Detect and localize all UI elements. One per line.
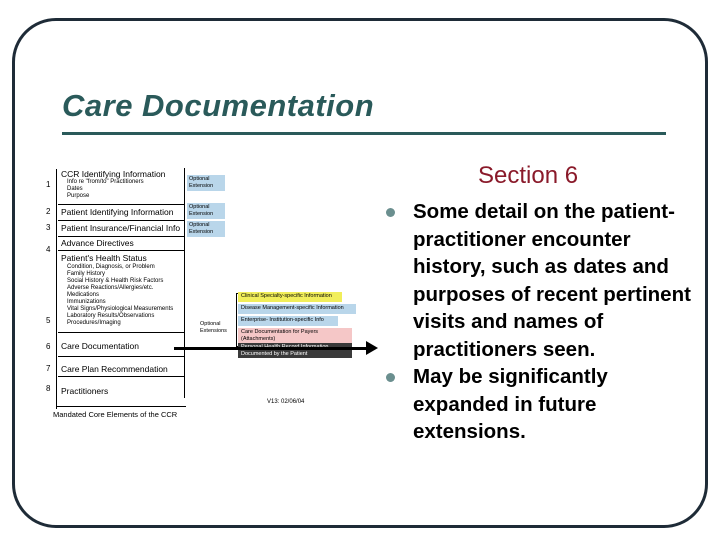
optional-extension-box (187, 175, 225, 191)
section-number: 4 (46, 245, 51, 254)
section-number: 2 (46, 207, 51, 216)
extension-bar (238, 316, 338, 326)
health-status-sub-item: Condition, Diagnosis, or Problem (67, 264, 155, 270)
optional-extensions-label: Optional Extensions (200, 321, 227, 334)
care-documentation-row: Care Documentation (61, 341, 139, 351)
extension-bar-label: Clinical Specialty-specific Information (241, 293, 332, 299)
practitioners-row: Practitioners (61, 386, 109, 396)
slide-title: Care Documentation (62, 88, 375, 123)
bullet-text: Some detail on the patient-practitioner encounter history, such as dates and purposes of recent pertinent visits and names of practitioners seen. (413, 200, 691, 361)
health-status-sub-item: Medications (67, 292, 100, 298)
optional-extensions-label-box (198, 320, 234, 336)
header-sub-item: Info re "from/to" Practitioners (67, 179, 144, 185)
title-underline (62, 132, 666, 135)
extension-bar-label: Disease Management-specific Information (241, 305, 344, 311)
section-number: 7 (46, 364, 51, 373)
extension-bar-label: Enterprise- Institution-specific Info (241, 317, 324, 323)
health-status-sub-item: Laboratory Results/Observations (67, 313, 155, 319)
version-label: V13: 02/06/04 (267, 399, 305, 405)
section-number: 3 (46, 223, 51, 232)
ccr-diagram (40, 166, 360, 428)
section-number: 6 (46, 342, 51, 351)
diagram-left-line (56, 169, 57, 409)
optional-extension-label: Optional Extension (189, 176, 214, 189)
optional-extension-label: Optional Extension (189, 222, 214, 235)
care-plan-row: Care Plan Recommendation (61, 364, 168, 374)
health-status-sub-item: Immunizations (67, 299, 106, 305)
bullet-item (382, 198, 700, 363)
extension-bar (238, 304, 356, 314)
health-status-sub-item: Adverse Reactions/Allergies/etc. (67, 285, 154, 291)
extension-bar-label: Care Documentation for Payers (Attachments) (241, 329, 319, 342)
section-heading: Section 6 (478, 162, 579, 189)
section-number: 8 (46, 384, 51, 393)
extension-bar (238, 343, 352, 358)
arrow-shaft (174, 347, 370, 350)
header-sub-item: Purpose (67, 193, 90, 199)
patient-insurance-info: Patient Insurance/Financial Info (61, 223, 181, 233)
arrow-right-icon (366, 341, 378, 355)
ccr-identifying-header: CCR Identifying Information (61, 169, 166, 179)
bullet-text: May be significantly expanded in future extensions. (413, 365, 608, 443)
health-status-sub-item: Social History & Health Risk Factors (67, 278, 164, 284)
bullet-dot-icon (386, 373, 395, 382)
section-number: 5 (46, 316, 51, 325)
optional-extension-box (187, 221, 225, 237)
bullet-dot-icon (386, 208, 395, 217)
health-status-sub-item: Vital Signs/Physiological Measurements (67, 306, 174, 312)
bullet-list (382, 198, 700, 446)
extension-bar-label: Documented by the Patient (241, 350, 308, 357)
extension-bar (238, 292, 342, 302)
bottom-rule (56, 406, 186, 407)
extension-bar (238, 328, 352, 343)
section-number: 1 (46, 180, 51, 189)
header-sub-item: Dates (67, 186, 83, 192)
diagram-caption: Mandated Core Elements of the CCR (53, 410, 178, 419)
patients-health-status: Patient's Health Status (61, 253, 147, 263)
health-status-sub-item: Procedures/Imaging (67, 320, 121, 326)
bullet-item (382, 363, 700, 446)
patient-identifying-info: Patient Identifying Information (61, 207, 174, 217)
health-status-sub-item: Family History (67, 271, 106, 277)
optional-extension-box (187, 203, 225, 219)
optional-extension-label: Optional Extension (189, 204, 214, 217)
advance-directives: Advance Directives (61, 238, 134, 248)
